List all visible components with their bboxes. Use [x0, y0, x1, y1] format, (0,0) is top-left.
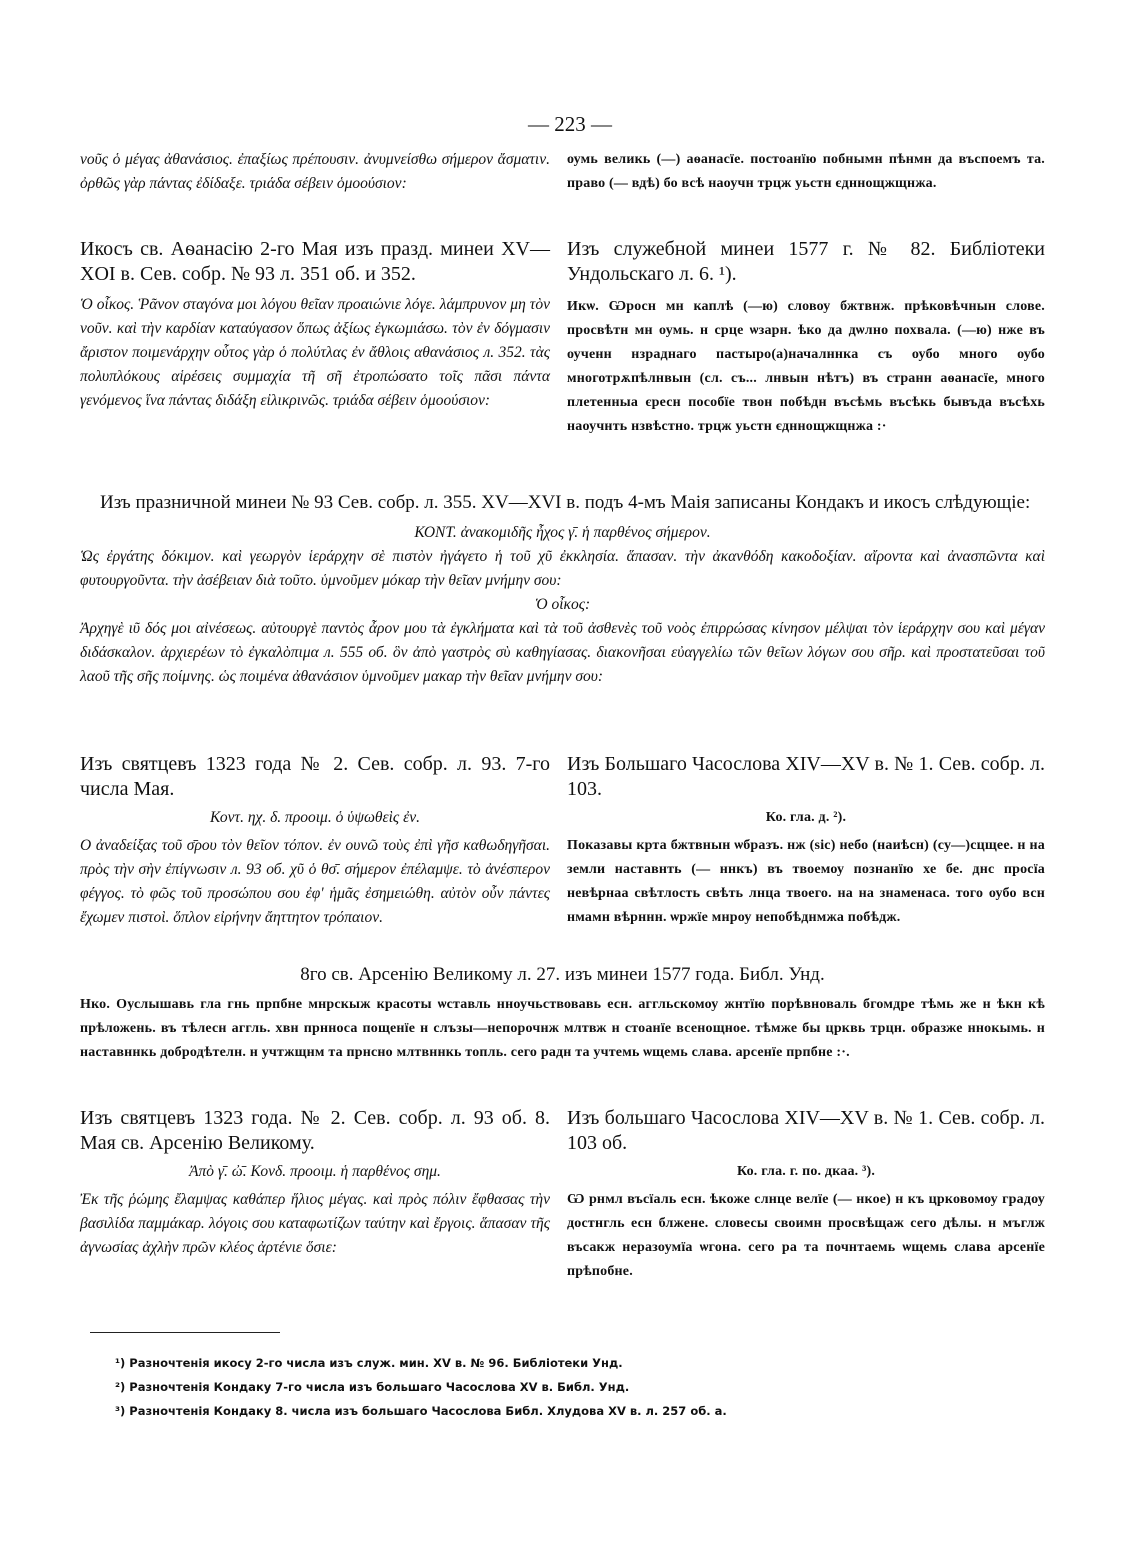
kontakion-label: Ἀπὸ γ̄. ὠ̄. Κονδ. προοιμ. ἡ παρθένος σημ.: [189, 1163, 441, 1180]
section-heading: Изъ святцевъ 1323 года. № 2. Сев. собр. л. 93 об. 8. Мая св. Арсенію Великому.: [80, 1107, 550, 1154]
footnote-1: ¹) Разночтенія икосу 2-го числа изъ служ. мин. XV в. № 96. Библіотеки Унд.: [115, 1356, 623, 1370]
block3: [80, 490, 1045, 689]
slavonic-text: Нко. Оуслышавь гла гнь прпбне мнрскыж красоты ѡставль нноучьствовавь есн. аггльскомоу жнтїю порѣвноваль бгомдре тѣмь же н ѣкн кѣ прѣложень. въ тѣлесн аггль. хвн прнноса пощенїе н слъзы—непорочнж млтвж н стоанїе всенощное. тѣмже бы црквь трцн. образже ннокымь. н наставннкь добродѣтелн. н учтжщнм та прнсно млтвннкь топль. сего радн та учтемь ѡщемь слава. арсенїе прпбне :·.: [80, 997, 1045, 1060]
slavonic-text: Показавы крта бжтвнын ѡбразъ. нж (sic) небо (наиѣсн) (су—)сцщее. н на земли наставнть (— ннкъ) въ твоемоу познанїю хе бе. днс просїа невѣрнаа свѣтлость свѣть лнца твоего. на на знаменаса. того оубо всн нмамн вѣрннн. ѡржїе мнроу непобѣднмжа побѣдж.: [567, 838, 1045, 925]
slavonic-text: Икѡ. Ѡросн мн каплѣ (—ю) словоу бжтвнж. прѣковѣчнын слове. просвѣтн мн оумь. н срце ѡзарн. ѣко да дѡлно похвала. (—ю) нже въ оученн нзраднаго пастыро(а)началннка съ оубо много оубо многотрѫпѣлнвын (сл. съ... лнвын нѣтъ) въ странн аѳанасїе, много плетенныа єресн пособїе твон побѣдн въсѣмь въсѣкь бывъда въсѣхь наоучнть нзвѣстно. трцж уьстн єдннощжщнжа :·: [567, 299, 1045, 434]
block1-left: [80, 148, 550, 196]
oikos-label: Ὁ οἶκος:: [534, 596, 591, 613]
block2-left: [80, 237, 550, 413]
block2-right: [567, 237, 1045, 439]
slavonic-text: Ѡ рнмл въсїаль есн. ѣкоже слнце велїе (— нкое) н къ црковомоу градоу достнгль есн блжене. словесы своимн просвѣщаж сего дѣлы. н мъглж въсакж неразоумїа ѡгона. сего ра та почнтаемь ѡщемь слава арсенїе прѣпобне.: [567, 1192, 1045, 1279]
kontakion-label: Κοντ. ηχ. δ. προοιμ. ὁ ὑψωθεὶς ἐν.: [210, 809, 420, 826]
footnote-3: ³) Разночтенія Кондаку 8. числа изъ большаго Часослова Библ. Хлудова XV в. л. 257 об. а.: [115, 1404, 727, 1418]
greek-text: Ο ἀναδείξας τοῦ σ̄ρου τὸν θεῖον τόπον. ἐν ουνῶ τοὺς ἐπὶ γῆσ καθωδηγῆσαι. πρὸς τὴν σὴν ἐπίγνωσιν л. 93 об. χῦ ὁ θσ̄. σήμερον ἐπέλαμψε. τὸ ἀνέσπερον φέγγος. τὸ φῶς τοῦ προσώπου σου ἐφ' ἡμᾶς ἐσημειώθη. αὐτὸν οὖν πάντες ἔχωμεν πιστοὶ. ὅπλον εἰρήνην ἄηττητον τρόπαιον.: [80, 837, 550, 926]
block4-left: [80, 752, 550, 930]
greek-text: Ἐκ τῆς ῥώμης ἔλαμψας καθάπερ ἥλιος μέγας. καὶ πρὸς πόλιν ἔφθασας τὴν βασιλίδα παμμάκαρ. λόγοις σου καταφωτίζων ταύτην καὶ ἔργοις. ἅπασαν τῆς ἀγνωσίας ἀχλὴν πρῶν κλέος ἀρτένιε ὅσιε:: [80, 1191, 550, 1256]
section-heading: Икосъ св. Аѳанасію 2-го Мая изъ празд. минеи XV—XOI в. Сев. собр. № 93 л. 351 об. и 352.: [80, 238, 550, 285]
block4-right: [567, 752, 1045, 930]
section-heading: Изъ святцевъ 1323 года № 2. Сев. собр. л. 93. 7-го числа Мая.: [80, 753, 550, 800]
greek-text: Ἀρχηγὲ ιῦ δός μοι αἰνέσεως. αὐτουργὲ παντὸς ἆρον μου τὰ ἐγκλήματα καὶ τὰ τοῦ ἀσθενὲς τοῦ νοὸς ἐπιρρώσας κίνησον μέλψαι τὸν ἱεράρχην σου καὶ μέγαν διδάσκαλον. ἀρχιερέων τὸ ἐγκαλὸπιμα л. 555 об. ὃν ἀπὸ γαστρὸς σὺ καθηγίασας. διακονῆσαι εὐαγγελίω τῶν θεῖων λόγων σου σῆρ. καὶ προστατεῦσαι τοῦ λαοῦ τῆς σῆς ποίμνης. ὡς ποιμένα ἀθανάσιον ὑμνοῦμεν μακαρ τὴν θεῖαν μνήμην σου:: [80, 620, 1045, 685]
section-heading: Изъ большаго Часослова XIV—XV в. № 1. Сев. собр. л. 103 об.: [567, 1107, 1045, 1154]
kontakion-label: ΚΟΝΤ. ἀνακομιδῆς ἦχος γ̄. ἡ παρθένος σήμερον.: [414, 524, 711, 541]
block6-left: [80, 1106, 550, 1260]
kontakion-label: Ко. гла. д. ²).: [765, 810, 847, 825]
footnote-rule: [90, 1332, 280, 1333]
footnote-2: ²) Разночтенія Кондаку 7-го числа изъ большаго Часослова XV в. Библ. Унд.: [115, 1380, 630, 1394]
block1-right: [567, 148, 1045, 196]
greek-text: Ὁ οἶκος. Ῥᾶνον σταγόνα μοι λόγου θεῖαν προαιώνιε λόγε. λάμπρυνον μη τὸν νοῦν. καὶ τὴν καρδίαν καταύγασον ὅπως ἀξίως ἐγκωμιάσω. τὸν ἐν δόγμασιν ἄριστον ποιμενάρχην οὗτος γὰρ ὁ πολύτλας ἐν ἄθλοις αθανάσιος л. 352. τὰς πολυπλόκους αἱρέσεις συμμαχία τῆ σῆ ἐτροπώσατο τοῖς πᾶσι πάντα γενόμενος ἵνα πάντας διδάξη εἰλικρινῶς. τριάδα σέβειν ὁμοούσιον:: [80, 296, 550, 409]
slavonic-text: оумь великь (—) аѳанасїе. постоанїю побнымн пѣнмн да въспоемъ та. право (— вдѣ) бо всѣ наоучн трцж уьстн єдннощжщнжа.: [567, 152, 1045, 191]
block5: [80, 962, 1045, 1065]
section-heading: 8го св. Арсенію Великому л. 27. изъ минеи 1577 года. Библ. Унд.: [300, 964, 825, 985]
kontakion-label: Ко. гла. г. по. дкаа. ³).: [736, 1164, 876, 1179]
section-heading: Изъ Большаго Часослова XIV—XV в. № 1. Сев. собр. л. 103.: [567, 753, 1045, 800]
section-heading: Изъ празничной минеи № 93 Сев. собр. л. 355. XV—XVI в. подъ 4-мъ Маія записаны Кондакъ и икосъ слѣдующіе:: [100, 492, 1031, 513]
greek-text: νοῦς ὁ μέγας ἀθανάσιος. ἐπαξίως πρέπουσιν. ἀνυμνείσθω σήμερον ἄσματιν. ὀρθῶς γὰρ πάντας ἐδίδαξε. τριάδα σέβειν ὁμοούσιον:: [80, 151, 550, 192]
section-heading: Изъ служебной минеи 1577 г. № 82. Библіотеки Ундольскаго л. 6. ¹).: [567, 238, 1045, 285]
page-number: — 223 —: [528, 112, 612, 136]
block6-right: [567, 1106, 1045, 1284]
greek-text: Ὡς ἐργάτης δόκιμον. καὶ γεωργὸν ἱεράρχην σὲ πιστὸν ἠγάγετο ἡ τοῦ χῦ ἐκκλησία. ἅπασαν. τὴν ἀκανθόδη κακοδοξίαν. αἴροντα καὶ ἀνασπῶντα καὶ φυτουργοῦντα. τὴν ἀσέβειαν διὰ τοῦτο. ὑμνοῦμεν μόκαρ τὴν θεῖαν μνήμην σου:: [80, 548, 1045, 589]
